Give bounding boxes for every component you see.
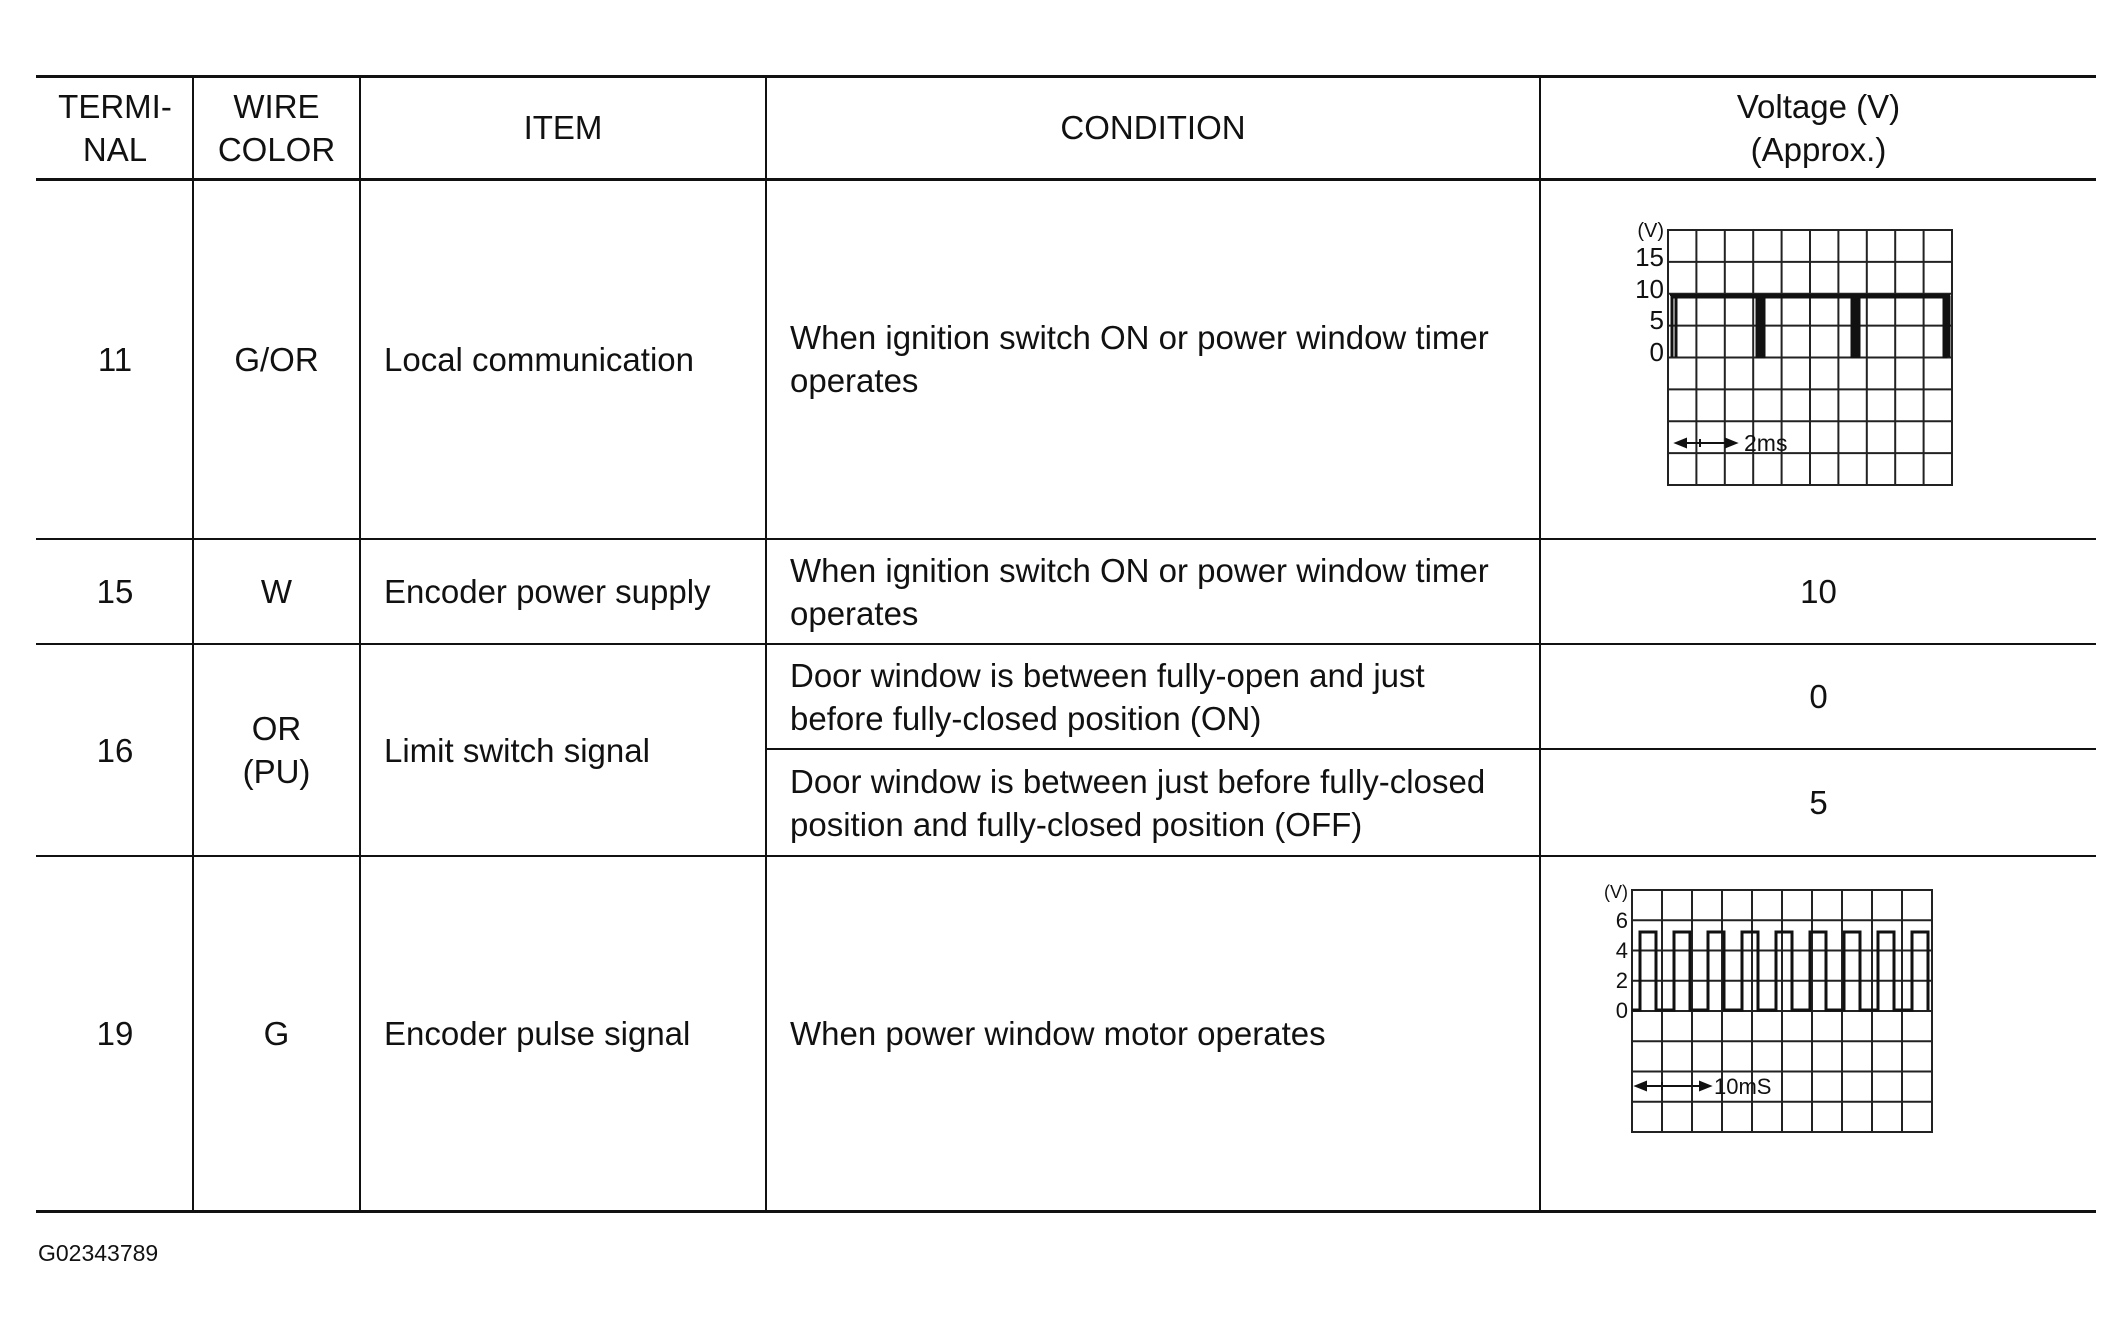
table-bottom-rule: [36, 1210, 2096, 1213]
terminal-value: 15: [96, 573, 134, 610]
row-16-condition-on: [767, 645, 1539, 748]
terminal-value: 19: [96, 1015, 134, 1052]
header-item: [361, 77, 765, 178]
row-16-condition-off: [767, 750, 1539, 855]
row-16-terminal: [38, 645, 192, 855]
header-condition: [767, 77, 1539, 178]
wire-color-value: W: [260, 573, 293, 610]
scope-grid: [1668, 230, 1952, 485]
scope-y-tick-label: 10: [1635, 274, 1664, 304]
voltage-value: 10: [1800, 573, 1837, 610]
row-19-item: [361, 857, 765, 1210]
scope-time-marker: [1636, 1082, 1710, 1090]
header-voltage: [1541, 77, 2096, 178]
scope-y-tick-label: 15: [1635, 242, 1664, 272]
terminal-value: 11: [97, 340, 133, 378]
header-wire-color: [194, 77, 359, 178]
scope-time-label: 2ms: [1744, 430, 1788, 456]
terminal-value: 16: [96, 731, 134, 769]
local-communication-waveform: [1620, 215, 1980, 495]
scope-unit-label: (V): [1604, 882, 1628, 902]
row-15-terminal: [38, 540, 192, 643]
voltage-value: 0: [1809, 678, 1828, 715]
row-16-voltage-on: [1541, 645, 2096, 748]
row-15-item: [361, 540, 765, 643]
condition-value: Door window is between just before fully-closed position and fully-closed position (OFF): [790, 762, 1486, 843]
header-item-text: ITEM: [523, 109, 603, 146]
header-wire-color-text: WIRE COLOR: [217, 87, 336, 168]
row-16-item: [361, 645, 765, 855]
figure-id: G02343789: [38, 1240, 159, 1266]
row-19-terminal: [38, 857, 192, 1210]
scope-y-tick-label: 5: [1649, 305, 1664, 335]
scope-unit-label: (V): [1637, 220, 1664, 242]
row-11-wire-color: [194, 180, 359, 538]
row-11-item: [361, 180, 765, 538]
condition-value: When ignition switch ON or power window timer operates: [790, 551, 1489, 632]
row-11-condition: [767, 180, 1539, 538]
row-15-voltage: [1541, 540, 2096, 643]
scope-y-tick-label: 6: [1615, 908, 1628, 933]
header-voltage-text: Voltage (V) (Approx.): [1736, 87, 1901, 168]
row-19-condition: [767, 857, 1539, 1210]
row-15-condition: [767, 540, 1539, 643]
item-value: Encoder power supply: [384, 573, 711, 610]
row-11-terminal: [38, 180, 192, 538]
item-value: Encoder pulse signal: [384, 1015, 691, 1052]
item-value: Limit switch signal: [384, 731, 650, 769]
condition-value: When ignition switch ON or power window timer operates: [790, 319, 1489, 399]
wire-color-value: OR (PU): [242, 710, 311, 790]
header-condition-text: CONDITION: [1060, 109, 1246, 146]
row-19-wire-color: [194, 857, 359, 1210]
scope-waveform: [1632, 932, 1928, 1010]
row-16-wire-color: [194, 645, 359, 855]
scope-y-tick-label: 0: [1615, 998, 1628, 1023]
scope-time-label: 10mS: [1714, 1074, 1772, 1099]
condition-value: When power window motor operates: [790, 1015, 1326, 1052]
scope-y-tick-label: 0: [1649, 337, 1664, 367]
column-divider: [1539, 75, 1541, 1211]
encoder-pulse-waveform: [1590, 880, 1950, 1140]
header-terminal-text: TERMI- NAL: [58, 87, 172, 168]
wire-color-value: G: [263, 1015, 290, 1052]
wire-color-value: G/OR: [234, 340, 319, 378]
row-16-voltage-off: [1541, 750, 2096, 855]
item-value: Local communication: [384, 340, 694, 378]
header-terminal: [38, 77, 192, 178]
condition-value: Door window is between fully-open and just before fully-closed position (ON): [790, 656, 1425, 737]
scope-grid: [1632, 890, 1932, 1132]
scope-y-tick-label: 4: [1615, 938, 1628, 963]
scope-time-marker: [1676, 439, 1736, 447]
scope-y-tick-label: 2: [1615, 968, 1628, 993]
voltage-value: 5: [1809, 784, 1828, 821]
row-15-wire-color: [194, 540, 359, 643]
